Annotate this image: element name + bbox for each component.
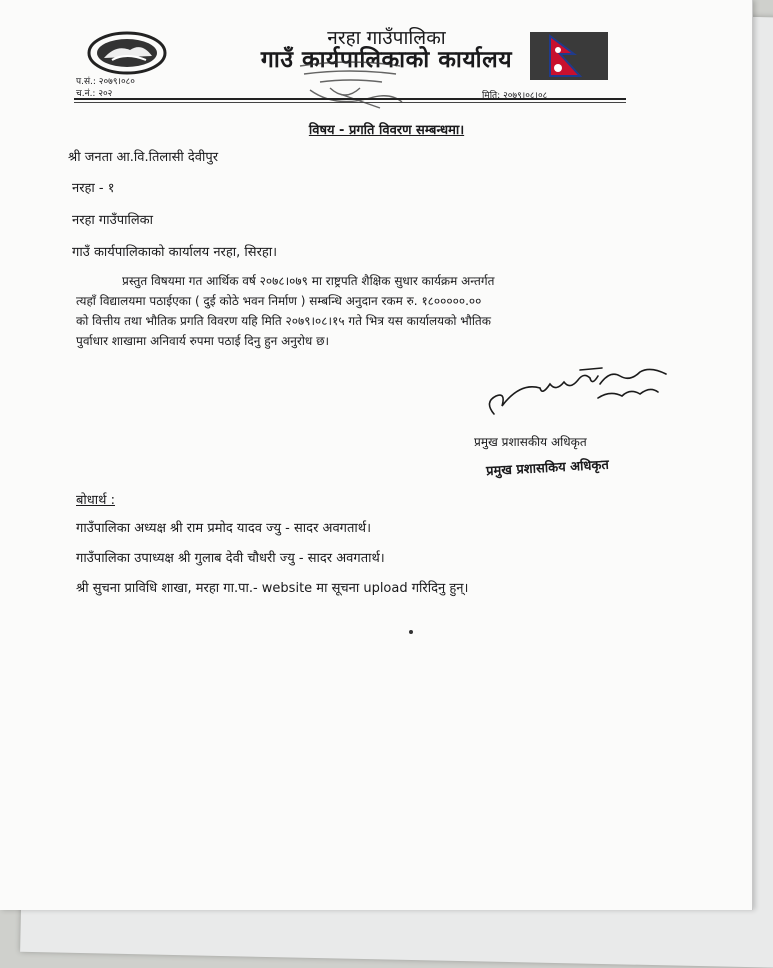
municipality-name: नरहा गाउँपालिका [327,27,446,49]
handwritten-signature [480,362,680,422]
nepal-flag-icon [530,32,608,80]
reference-number: प.सं.: २०७९।०८० [76,77,135,87]
cc-item-information-section: श्री सुचना प्राविधि शाखा, मरहा गा.पा.- website मा सूचना upload गरिदिनु हुन्। [76,581,469,596]
dispatch-number: च.नं.: २०२ [76,89,113,99]
office-stamp-seal [290,58,410,114]
office-name: गाउँ कार्यपालिकाको कार्यालय [260,47,513,73]
header-rule-thick [74,98,626,100]
letter-date: मिति: २०७९।०८।०८ [482,91,548,101]
recipient-line-4: गाउँ कार्यपालिकाको कार्यालय नरहा, सिरहा। [72,245,278,260]
cc-heading: बोधार्थ : [76,493,115,508]
recipient-line-2: नरहा - १ [72,181,115,196]
recipient-line-1: श्री जनता आ.वि.तिलासी देवीपुर [68,150,219,165]
cc-item-chairperson: गाउँपालिका अध्यक्ष श्री राम प्रमोद यादव ज्यु - सादर अवगतार्थ। [76,521,372,536]
body-paragraph-line-3: को वित्तीय तथा भौतिक प्रगति विवरण यहि मिति २०७९।०८।१५ गते भित्र यस कार्यालयको भौतिक [76,314,491,328]
recipient-line-3: नरहा गाउँपालिका [72,213,154,228]
body-paragraph-line-4: पुर्वाधार शाखामा अनिवार्य रुपमा पठाई दिनु हुन अनुरोध छ। [76,334,330,348]
letter-subject: विषय - प्रगति विवरण सम्बन्धमा। [308,123,465,138]
header-rule-thin [74,102,626,103]
body-paragraph-line-1: प्रस्तुत विषयमा गत आर्थिक वर्ष २०७८।०७९ मा राष्ट्रपति शैक्षिक सुधार कार्यक्रम अन्तर्गत [122,274,495,288]
cc-item-vice-chairperson: गाउँपालिका उपाध्यक्ष श्री गुलाब देवी चौधरी ज्यु - सादर अवगतार्थ। [76,551,385,566]
body-paragraph-line-2: त्यहाँ विद्यालयमा पठाईएका ( दुई कोठे भवन निर्माण ) सम्बन्धि अनुदान रकम रु. १८०००००.०० [76,294,482,308]
paper-speck [409,630,413,634]
designation-stamp: प्रमुख प्रशासकिय अधिकृत [485,457,610,480]
signatory-designation: प्रमुख प्रशासकीय अधिकृत [474,435,587,449]
